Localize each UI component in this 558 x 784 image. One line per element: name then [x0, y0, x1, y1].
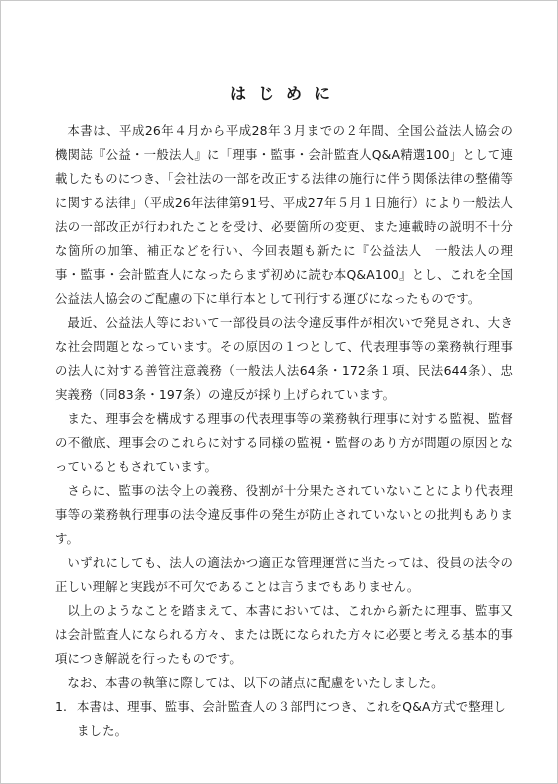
paragraph-1: 本書は、平成26年４月から平成28年３月までの２年間、全国公益法人協会の機関誌『公益・一般法人』に「理事・監事・会計監査人Q&A精選100」として連載したものにつき、「会社法の一部を改正する法律の施行に伴う関係法律の整備等に関する法律」（平成26年法律第91号、平成27年５月１日施行）により一般法人法の一部改正が行われたことを受け、必要箇所の変更、また連載時の説明不十分な箇所の加筆、補正などを行い、今回表題も新たに『公益法人 一般法人の理事・監事・会計監査人になったらまず初めに読む本Q&A100』とし、これを全国公益法人協会のご配慮の下に単行本として刊行する運びになったものです。	[55, 123, 513, 306]
list-item	[55, 695, 513, 743]
paragraph-6: 以上のようなことを踏まえて、本書においては、これから新たに理事、監事又は会計監査人になられる方々、または既になられた方々に必要と考える基本的事項につき解説を行ったものです。	[55, 603, 513, 666]
paragraph-7: なお、本書の執筆に際しては、以下の諸点に配慮をいたしました。	[67, 675, 444, 690]
document-body	[55, 119, 513, 743]
paragraph-2: 最近、公益法人等において一部役員の法令違反事件が相次いで発見され、大きな社会問題となっています。その原因の１つとして、代表理事等の業務執行理事の法人に対する善管注意義務（一般法人法64条・172条１項、民法644条）、忠実義務（同83条・197条）の違反が採り上げられています。	[55, 315, 513, 402]
page-title: はじめに	[229, 84, 342, 103]
paragraph-4: さらに、監事の法令上の義務、役割が十分果たされていないことにより代表理事等の業務執行理事の法令違反事件の発生が防止されていないとの批判もあります。	[55, 483, 513, 546]
list-item-text: 本書は、理事、監事、会計監査人の３部門につき、これをQ&A方式で整理しました。	[77, 699, 506, 738]
paragraph-3: また、理事会を構成する理事の代表理事等の業務執行理事に対する監視、監督の不徹底、理事会のこれらに対する同様の監視・監督のあり方が問題の原因となっているともされています。	[55, 411, 513, 474]
paragraph-5: いずれにしても、法人の適法かつ適正な管理運営に当たっては、役員の法令の正しい理解と実践が不可欠であることは言うまでもありません。	[55, 555, 513, 594]
list-item-number: 1.	[55, 699, 68, 714]
